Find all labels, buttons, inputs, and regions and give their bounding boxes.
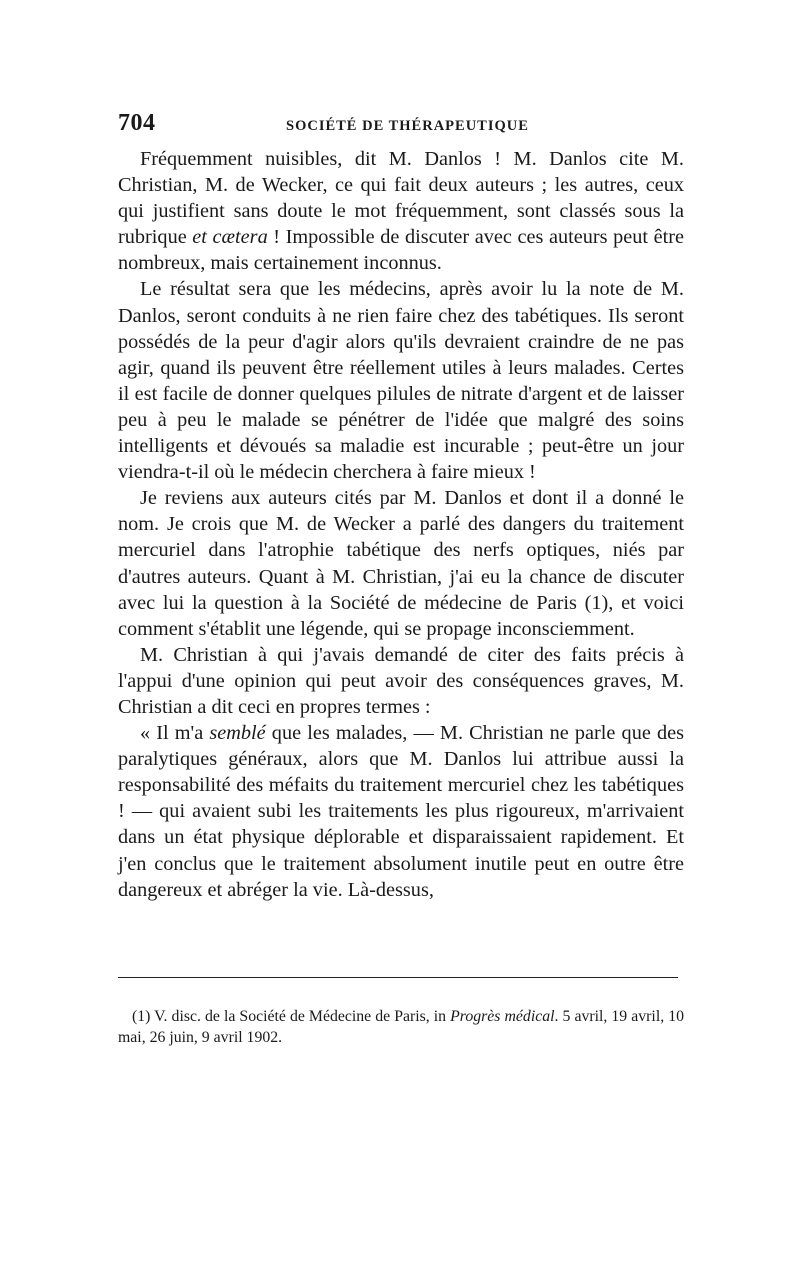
page-number: 704 [118, 110, 156, 136]
paragraph-2: Le résultat sera que les médecins, après avoir lu la note de M. Danlos, seront conduits à ne rien faire chez des tabétiques. Ils seront possédés de la peur d'agir alors qu'ils devraient craindre de ne pas agir, quand ils peuvent être réellement utiles à leurs malades. Certes il est facile de donner quelques pilules de nitrate d'argent et de laisser peu à peu le malade se pénétrer de l'idée que malgré des soins intelligents et dévoués sa maladie est incurable ; peut-être un jour viendra-t-il où le médecin cherchera à faire mieux ! [118, 278, 684, 484]
page-header [118, 108, 684, 140]
paragraph-3: Je reviens aux auteurs cités par M. Danlos et dont il a donné le nom. Je crois que M. de Wecker a parlé des dangers du traitement mercuriel dans l'atrophie tabétique des nerfs optiques, niés par d'autres auteurs. Quant à M. Christian, j'ai eu la chance de discuter avec lui la question à la Société de médecine de Paris (1), et voici comment s'établit une légende, qui se propage inconsciemment. [118, 487, 684, 640]
footnote-rule [118, 977, 678, 978]
paragraph-5-quote: « Il m'a semblé que les malades, — M. Christian ne parle que des paralytiques généraux, alors que M. Danlos lui attribue aussi la responsabilité des méfaits du traitement mercuriel chez les tabétiques ! — qui avaient subi les traitements les plus rigoureux, m'arrivaient dans un état physique déplorable et disparaissaient rapidement. Et j'en conclus que le traitement absolument inutile peut en outre être dangereux et abréger la vie. Là-dessus, [118, 722, 684, 901]
paragraph-1: Fréquemment nuisibles, dit M. Danlos ! M. Danlos cite M. Christian, M. de Wecker, ce qui fait deux auteurs ; les autres, ceux qui justifient sans doute le mot fréquemment, sont classés sous la rubrique et cætera ! Impossible de discuter avec ces auteurs peut être nombreux, mais certainement inconnus. [118, 148, 685, 275]
body-text [118, 146, 684, 903]
page-body [118, 108, 684, 903]
footnote: (1) V. disc. de la Société de Médecine de Paris, in Progrès médical. 5 avril, 19 avril, 10 mai, 26 juin, 9 avril 1902. [118, 1008, 684, 1046]
italic-phrase: et cætera [192, 226, 268, 249]
italic-phrase: semblé [209, 722, 266, 745]
footnote-journal: Progrès médical [450, 1008, 555, 1025]
running-title: SOCIÉTÉ DE THÉRAPEUTIQUE [286, 118, 529, 134]
paragraph-4: M. Christian à qui j'avais demandé de citer des faits précis à l'appui d'une opinion qui peut avoir des conséquences graves, M. Christian a dit ceci en propres termes : [118, 643, 684, 718]
